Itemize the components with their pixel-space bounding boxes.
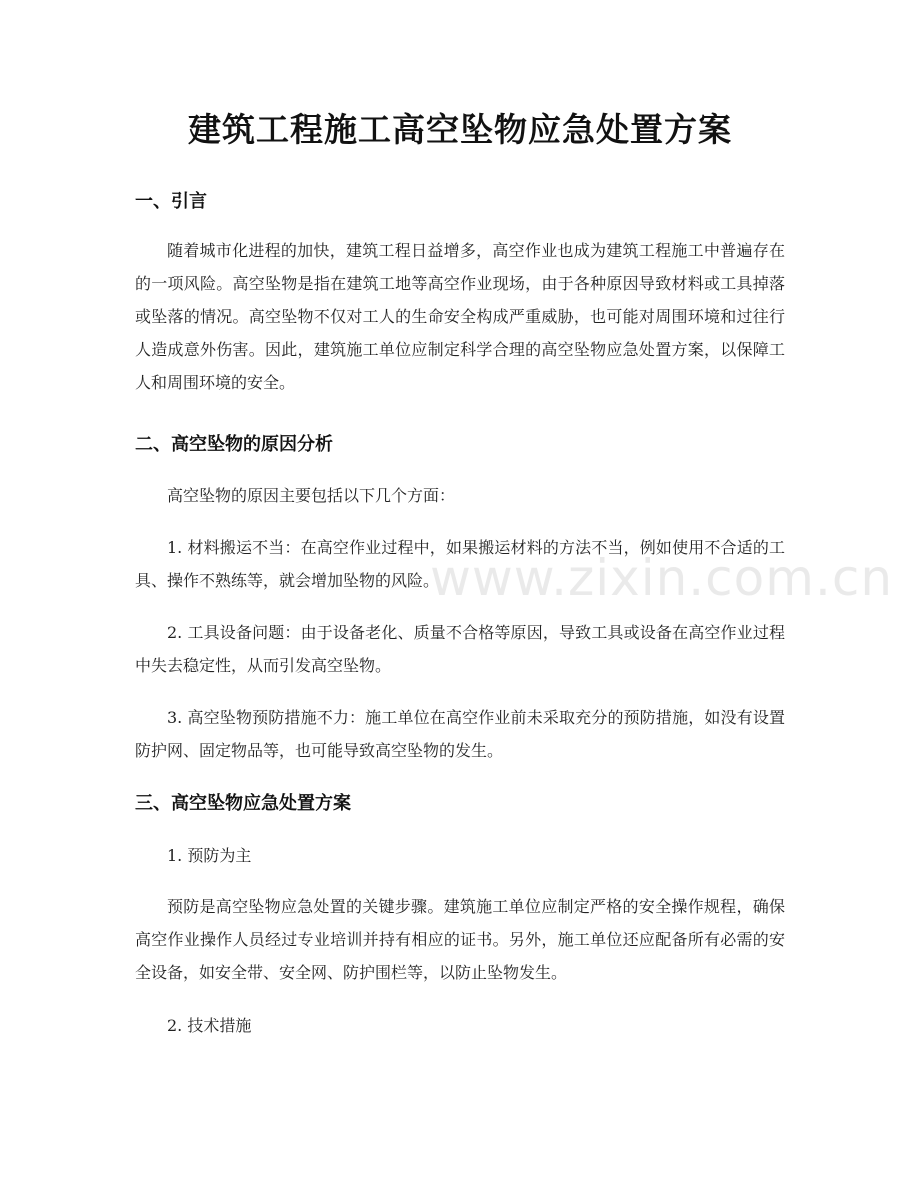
section-heading-introduction: 一、引言 bbox=[135, 191, 207, 212]
paragraph-plan-item-1: 1. 预防为主 bbox=[167, 846, 252, 865]
paragraph-cause-1: 1. 材料搬运不当：在高空作业过程中，如果搬运材料的方法不当，例如使用不合适的工具、操作不熟练等，就会增加坠物的风险。 bbox=[135, 538, 785, 590]
section-heading-cause-analysis: 二、高空坠物的原因分析 bbox=[135, 434, 333, 455]
document-title: 建筑工程施工高空坠物应急处置方案 bbox=[188, 110, 732, 149]
paragraph-plan-prevention: 预防是高空坠物应急处置的关键步骤。建筑施工单位应制定严格的安全操作规程，确保高空作业操作人员经过专业培训并持有相应的证书。另外，施工单位还应配备所有必需的安全设备，如安全带、安全网、防护围栏等，以防止坠物发生。 bbox=[135, 897, 785, 982]
paragraph-introduction: 随着城市化进程的加快，建筑工程日益增多，高空作业也成为建筑工程施工中普遍存在的一项风险。高空坠物是指在建筑工地等高空作业现场，由于各种原因导致材料或工具掉落或坠落的情况。高空坠物不仅对工人的生命安全构成严重威胁，也可能对周围环境和过往行人造成意外伤害。因此，建筑施工单位应制定科学合理的高空坠物应急处置方案，以保障工人和周围环境的安全。 bbox=[135, 241, 785, 392]
paragraph-cause-2: 2. 工具设备问题：由于设备老化、质量不合格等原因，导致工具或设备在高空作业过程中失去稳定性，从而引发高空坠物。 bbox=[135, 623, 785, 675]
watermark: www.zixin.com.cn bbox=[430, 549, 894, 607]
paragraph-plan-item-2: 2. 技术措施 bbox=[167, 1016, 252, 1035]
section-heading-emergency-plan: 三、高空坠物应急处置方案 bbox=[135, 793, 351, 814]
paragraph-cause-3: 3. 高空坠物预防措施不力：施工单位在高空作业前未采取充分的预防措施，如没有设置防护网、固定物品等，也可能导致高空坠物的发生。 bbox=[135, 708, 785, 760]
paragraph-cause-intro: 高空坠物的原因主要包括以下几个方面： bbox=[167, 486, 456, 505]
